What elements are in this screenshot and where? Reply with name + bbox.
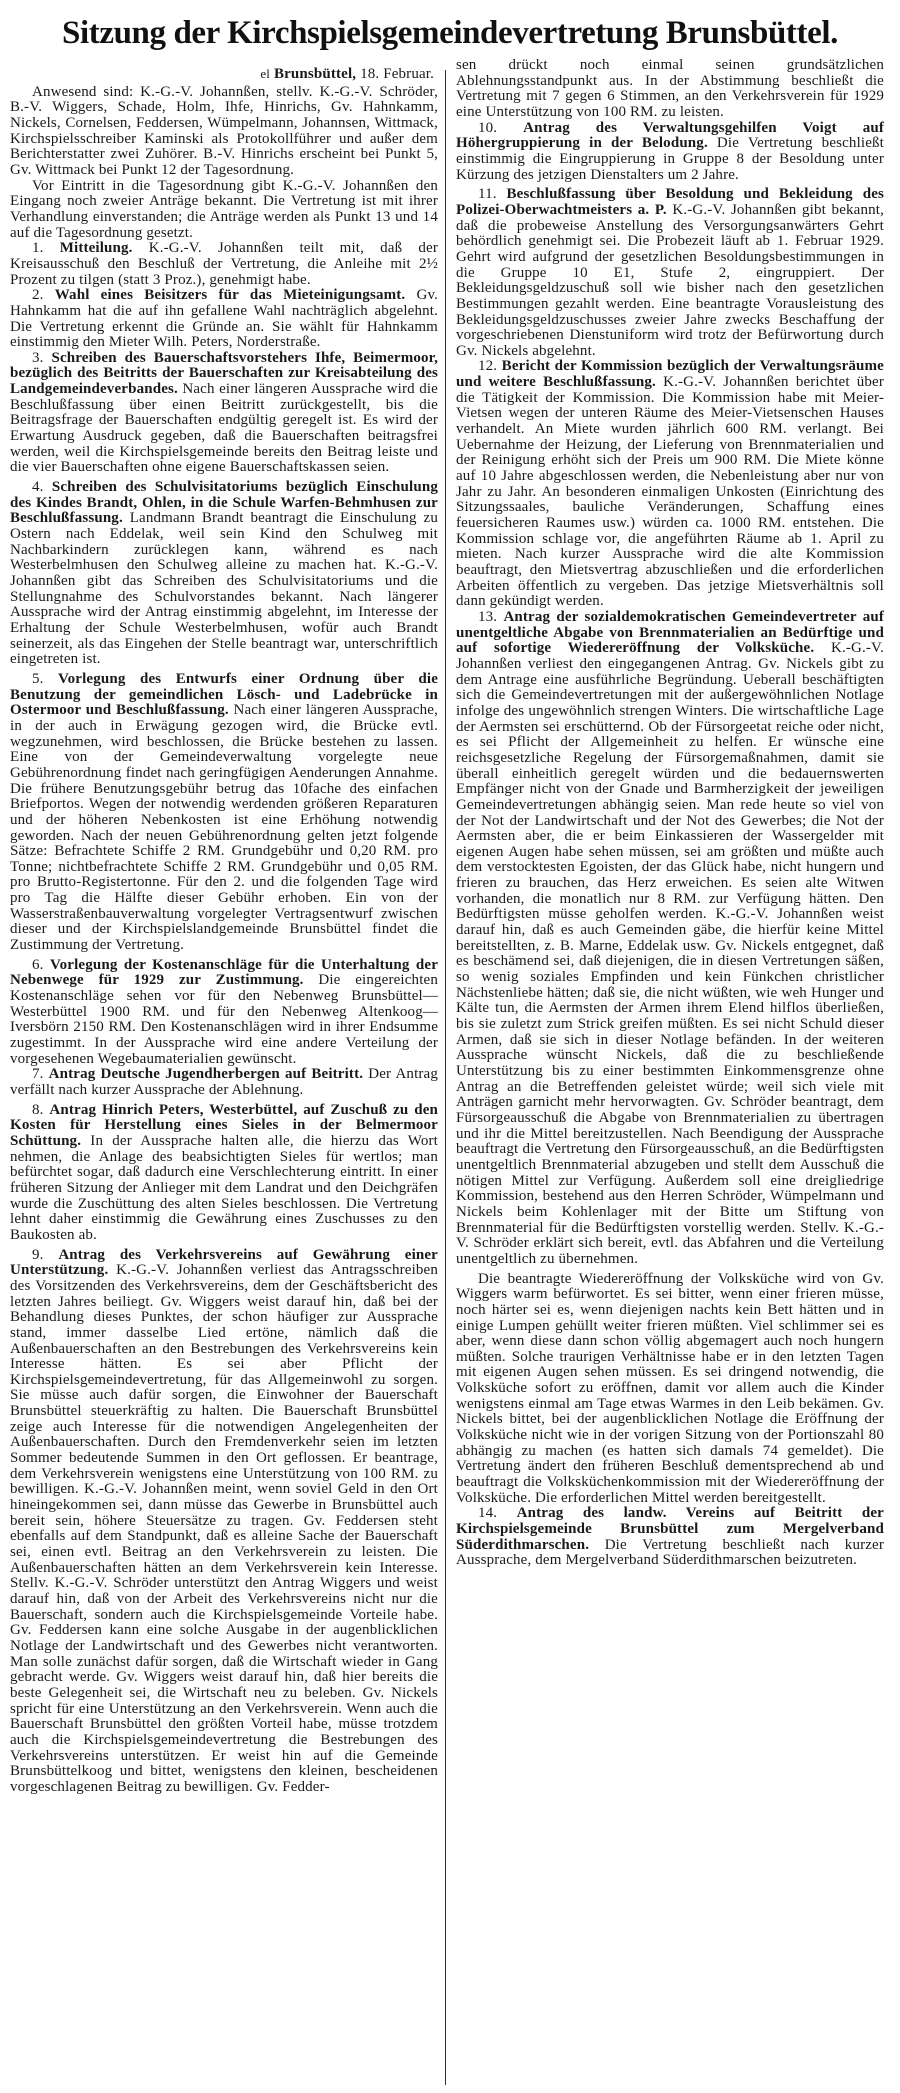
item-number: 6. [32, 956, 44, 973]
item-text: K.-G.-V. Johannßen verliest das Antragsschreiben des Vorsitzenden des Verkehrsvereins, dem der Geschäftsbericht des letzten Jahres beiliegt. Gv. Wiggers weist darauf hin, daß bei der Behandlung dieses Punktes, der schon häufiger zur Aussprache stand, immer dasselbe Lied ertöne, nämlich daß die Außenbauerschaften an den Bestrebungen des Verkehrsvereins kein Interesse hätten. Es sei aber Pflicht der Kirchspielsgemeindevertretung, für das Allgemeinwohl zu sorgen. Sie müsse auch dafür sorgen, die Einwohner der Bauerschaft Brunsbüttel steuerkräftig zu halten. Die Bauerschaft Brunsbüttel zeige auch Interesse für die notwendigen Angelegenheiten der Außenbauerschaften. Durch den Fremdenverkehr seien im letzten Sommer bedeutende Summen in den Ort geflossen. Er beantrage, dem Verkehrsverein wenigstens eine Unterstützung von 100 RM. zu bewilligen. K.-G.-V. Johannßen meint, wenn soviel Geld in den Ort hineingekommen sei, dann müsse das Gewerbe in Brunsbüttel auch bereit sein, höhere Steuersätze zu tragen. Gv. Feddersen steht ebenfalls auf dem Standpunkt, daß es alleine Sache der Bauerschaft sei, einen evtl. Beitrag an den Verkehrsverein zu leisten. Die Außenbauerschaften hätten an dem Verkehrsverein kein Interesse. Stellv. K.-G.-V. Schröder unterstützt den Antrag Wiggers und weist darauf hin, daß von der Arbeit des Verkehrsvereins nicht nur die Bauerschaft, sondern auch die Kirchspielsgemeinde Vorteile habe. Gv. Feddersen kann eine solche Ausgabe in der augenblicklichen Notlage der Landwirtschaft und des Gewerbes nicht verantworten. Man solle zunächst dafür sorgen, daß die Wirtschaft wieder in Gang gebracht werde. Gv. Wiggers weist darauf hin, daß hier bereits die beste Gelegenheit sei, die Wirtschaft neu zu beleben. Gv. Nickels spricht für eine Unterstützung an den Verkehrsverein. Wenn auch die Bauerschaft Brunsbüttel den größten Vorteil habe, müsse trotzdem auch die Kirchspielsgemeindevertretung die Bestrebungen des Verkehrsvereins unterstützen. Er weist hin auf die Gemeinde Brunsbüttelkoog und bittet, wenigstens den kleinen, bescheidenen vorgeschlagenen Beitrag zu bewilligen. Gv. Fedder- [10, 1262, 438, 1795]
item-heading: Antrag des landw. Vereins auf Beitritt der Kirchspielsgemeinde Brunsbüttel zum Mergelverband Süderdithmarschen. [456, 1505, 884, 1553]
item-heading: Antrag des Verwaltungsgehilfen Voigt auf Höhergruppierung in der Belodung. [456, 119, 884, 152]
item-number: 2. [32, 287, 44, 304]
item-number: 4. [32, 479, 44, 496]
item-heading: Vorlegung des Entwurfs einer Ordnung über die Benutzung der gemeindlichen Lösch- und Ladebrücke in Ostermoor und Beschlußfassung. [10, 670, 438, 719]
item-text: K.-G.-V. Johannßen gibt bekannt, daß die probeweise Anstellung des Versorgungsanwärters Gehrt behördlich genehmigt sei. Die Probezeit läuft ab 1. Februar 1929. Gehrt wird aufgrund der gesetzlichen Besoldungsbestimmungen in die Gruppe 10 E1, Stufe 2, eingruppiert. Der Bekleidungsgeldzuschuß soll wie bisher nach den gesetzlichen Bestimmungen gezahlt werden. Eine beantragte Vorausleistung des Bekleidungsgeldzuschusses zweier Jahre zwecks Beschaffung der vorgeschriebenen Dienstuniform wird trotz der Befürwortung durch Gv. Nickels abgelehnt. [456, 201, 884, 359]
agenda-item [10, 1067, 438, 1098]
item-heading: Antrag der sozialdemokratischen Gemeindevertreter auf unentgeltliche Abgabe von Brennmaterialien an Bedürftige und auf sofortige Wiedereröffnung der Volksküche. [456, 608, 884, 657]
item-number: 1. [32, 240, 44, 257]
item-text: Nach einer längeren Aussprache, in der auch in Erwägung gezogen wird, die Brücke evtl. wegzunehmen, wird beschlossen, die Brücke bestehen zu lassen. Eine von der Gemeindeverwaltung vorgelegte neue Gebührenordnung findet nach geringfügigen Aenderungen Annahme. Die frühere Benutzungsgebühr betrug das 10fache des einfachen Briefportos. Wegen der notwendig werdenden größeren Reparaturen und der höheren Nebenkosten ist eine Erhöhung notwendig geworden. Nach der neuen Gebührenordnung gelten jetzt folgende Sätze: Befrachtete Schiffe 2 RM. Grundgebühr und 0,20 RM. pro Tonne; nichtbefrachtete Schiffe 2 RM. Grundgebühr und 0,05 RM. pro Brutto-Registertonne. Für den 2. und die folgenden Tage wird pro Tag die Hälfte dieser Gebühr erhoben. Ein von der Wasserstraßenbauverwaltung vorgelegter Vertragsentwurf zwischen dieser und der Kirchspielslandgemeinde Brunsbüttel findet die Zustimmung der Vertretung. [10, 702, 438, 954]
author-mark: el [260, 66, 271, 81]
item-text: In der Aussprache halten alle, die hierzu das Wort nehmen, die Anlage des beabsichtigten Sieles für wertlos; man befürchtet sogar, daß dadurch eine Verschlechterung eintritt. In einer früheren Sitzung der Anlieger mit dem Landrat und den Deichgräfen wurde die Zuschüttung des alten Sieles beschlossen. Die Vertretung lehnt daher einstimmig die Gewährung eines Zuschusses zu den Baukosten ab. [10, 1132, 438, 1243]
item-text: K.-G.-V. Johannßen berichtet über die Tätigkeit der Kommission. Die Kommission habe mit Meier-Vietsen wegen der unteren Räume des Meier-Vietsenschen Hauses verhandelt. An Miete wurden jährlich 600 RM. verlangt. Bei Uebernahme der Heizung, der Lieferung von Brennmaterialien und der Reinigung erhöht sich der Preis um 900 RM. Die Miete könne auf 10 Jahre abgeschlossen werden, die Nebenleistung aber nur von Jahr zu Jahr. An besonderen einmaligen Unkosten (Einrichtung des Sitzungssaales, bauliche Veränderungen, Schaffung eines feuersicheren Raumes usw.) würden ca. 1000 RM. entstehen. Die Kommission schlage vor, die angeführten Räume ab 1. April zu mieten. Nach kurzer Aussprache wird die alte Kommission beauftragt, den Mietsvertrag abzuschließen und die erforderlichen Arbeiten öffentlich zu vergeben. Das jetzige Mietsverhältnis soll dann gekündigt werden. [456, 374, 885, 610]
item-number: 7. [32, 1066, 44, 1083]
agenda-item [10, 1103, 438, 1244]
column-divider [445, 70, 446, 2085]
item-heading: Bericht der Kommission bezüglich der Verwaltungsräume und weitere Beschlußfassung. [456, 358, 884, 391]
agenda-item [456, 1506, 884, 1569]
item-heading: Antrag Deutsche Jugendherbergen auf Beitritt. [48, 1066, 364, 1083]
agenda-item [10, 958, 438, 1068]
agenda-item [10, 1248, 438, 1796]
item-text: sen drückt noch einmal seinen grundsätzlichen Ablehnungsstandpunkt aus. In der Abstimmung beschließt die Vertretung mit 7 gegen 6 Stimmen, an den Verkehrsverein für 1929 eine Unterstützung von 100 RM. zu leisten. [456, 57, 884, 120]
dateline [10, 66, 434, 83]
item-heading: Antrag des Verkehrsvereins auf Gewährung einer Unterstützung. [10, 1246, 438, 1279]
column-right [456, 58, 884, 1569]
attendance-paragraph: Anwesend sind: K.-G.-V. Johannßen, stellv. K.-G.-V. Schröder, B.-V. Wiggers, Schade, Holm, Ihfe, Hinrichs, Gv. Hahnkamm, Nickels, Cornelsen, Feddersen, Wümpelmann, Johannsen, Wittmack, Kirchspielsschreiber Kaminski als Protokollführer und außer dem Berichterstatter zwei Zuhörer. B.-V. Hinrichs erscheint bei Punkt 5, Gv. Wittmack bei Punkt 12 der Tagesordnung. [10, 83, 438, 178]
agenda-item [10, 288, 438, 351]
item-text: Landmann Brandt beantragt die Einschulung zu Ostern nach Eddelak, weil sein Kind den Schulweg mit Nachbarkindern zurücklegen kann, während es nach Westerbelmhusen den Schulweg alleine zu machen hat. K.-G.-V. Johannßen gibt das Schreiben des Schulvisitatoriums und die Stellungnahme des Schulvorstandes bekannt. Nach längerer Aussprache wird der Antrag einstimmig abgelehnt, im Interesse der Erhaltung der Schule Westerbelmhusen, wofür auch Brandt seinerzeit, als das Eingehen der Stelle beantragt war, unterschriftlich eingetreten ist. [10, 510, 438, 668]
agenda-item [456, 610, 884, 1268]
item-heading: Antrag Hinrich Peters, Westerbüttel, auf Zuschuß zu den Kosten für Herstellung eines Sieles in der Belmermoor Schüttung. [10, 1101, 438, 1149]
agenda-item [456, 1272, 884, 1507]
item-heading: Schreiben des Schulvisitatoriums bezüglich Einschulung des Kindes Brandt, Ohlen, in die Schule Warfen-Behmhusen zur Beschlußfassung. [10, 479, 438, 527]
agenda-item [10, 241, 438, 288]
agenda-item [456, 359, 884, 610]
item-number: 11. [478, 186, 497, 203]
item-heading: Schreiben des Bauerschaftsvorstehers Ihfe, Beimermoor, bezüglich des Beitritts der Bauerschaften zur Kreisabteilung des Landgemeindeverbandes. [10, 349, 438, 398]
item-number: 14. [478, 1505, 498, 1522]
item-text: Die Vertretung beschließt einstimmig die Eingruppierung in Gruppe 8 der Besoldung unter Kürzung des jetzigen Dienstalters um 2 Jahre. [456, 135, 884, 183]
item-text: Die eingereichten Kostenanschläge sehen vor für den Nebenweg Brunsbüttel—Westerbüttel 1900 RM. und für den Nebenweg Altenkoog—Iversbörn 2150 RM. Den Kostenanschlägen wird in ihrer Endsumme zugestimmt. In der Aussprache wird eine andere Verteilung der vorgesehenen Wegebaumaterialien gewünscht. [10, 972, 438, 1067]
item-heading: Vorlegung der Kostenanschläge für die Unterhaltung der Nebenwege für 1929 zur Zustimmung. [10, 956, 438, 989]
agenda-item [456, 121, 884, 184]
item-text: Gv. Hahnkamm hat die auf ihn gefallene Wahl nachträglich abgelehnt. Die Vertretung erkennt die Gründe an. Sie wählt für Hahnkamm einstimmig den Mieter Wilh. Peters, Norderstraße. [10, 287, 439, 351]
item-number: 5. [32, 670, 44, 687]
item-text: Nach einer längeren Aussprache wird die Beschlußfassung über einen Beitritt zurückgestellt, bis die Beitragsfrage der Bauerschaften endgültig geregelt ist. Es wird der Erwartung Ausdruck gegeben, daß die Bauerschaften beitragsfrei werden, weil die Kirchspielsgemeinde bereits den Beitrag leiste und die vier Bauerschaften ohne eigene Bauerschaftskassen seien. [10, 381, 438, 476]
item-number: 8. [32, 1101, 44, 1118]
item-number: 3. [32, 349, 44, 366]
dateline-date: 18. Februar. [360, 66, 434, 82]
agenda-item [456, 58, 884, 121]
item-number: 12. [478, 358, 498, 375]
item-text: Der Antrag verfällt nach kurzer Aussprache der Ablehnung. [10, 1066, 438, 1098]
agenda-item [10, 672, 438, 954]
column-left [10, 66, 438, 1796]
agenda-item [10, 351, 438, 476]
item-heading: Beschlußfassung über Besoldung und Bekleidung des Polizei-Oberwachtmeisters a. P. [456, 186, 884, 218]
item-number: 13. [478, 608, 498, 625]
agenda-item [10, 480, 438, 668]
item-text: Die beantragte Wiedereröffnung der Volksküche wird von Gv. Wiggers warm befürwortet. Es sei bitter, wenn einer frieren müsse, noch härter sei es, wenn diejenigen nachts kein Bett hätten und in einige Lumpen gehüllt weiter frieren müßten. Viel schlimmer sei es aber, wenn diese dann schon völlig abgemagert auch noch hungern müßten. Solche traurigen Verhältnisse habe er in den letzten Tagen mit eigenen Augen sehen müssen. Es sei dringend notwendig, die Volksküche sofort zu eröffnen, damit vor allem auch die Kinder wenigstens einmal am Tage etwas Warmes in den Leib bekämen. Gv. Nickels bittet, bei der augenblicklichen Notlage die Eröffnung der Volksküche nicht wie in der vorigen Sitzung von der Portionszahl 80 abhängig zu machen (es hatten sich damals 74 gemeldet). Die Vertretung ändert den früheren Beschluß dementsprechend ab und beauftragt die Volksküchenkommission mit der Wiedereröffnung der Volksküche. Die erforderlichen Mittel werden bereitgestellt. [456, 1270, 884, 1506]
item-text: K.-G.-V. Johannßen verliest den eingegangenen Antrag. Gv. Nickels gibt zu dem Antrage eine ausführliche Begründung. Ueberall beschäftigten sich die Gemeindevertretungen mit der außergewöhnlichen Notlage infolge des ungewöhnlich strengen Winters. Die wirtschaftliche Lage der Aermsten sei erschütternd. Ob der Fürsorgeetat reiche oder nicht, es sei Pflicht der Allgemeinheit zu helfen. Er wünsche eine reichsgesetzliche Regelung der Fürsorgemaßnahmen, damit sie überall einheitlich geregelt würden und die bedauernswerten Empfänger nicht von der Gnade und Barmherzigkeit der jeweiligen Gemeindevertretungen abhängig seien. Man rede heute so viel von der Not der Landwirtschaft und der Not des Gewerbes; die Not der Aermsten aber, die er beim Einkassieren der Wassergelder mit eigenen Augen habe sehen müssen, sei am größten und müßte auch dem verstocktesten Egoisten, der das Glück habe, nicht hungern und frieren zu brauchen, das Herz erweichen. Es seien alte Witwen vorhanden, die monatlich nur 8 RM. zur Verfügung hätten. Den Bedürftigsten müsse geholfen werden. K.-G.-V. Johannßen weist darauf hin, daß es auch Gemeinden gäbe, die hierfür keine Mittel bereitstellten, z. B. Marne, Eddelak usw. Gv. Nickels entgegnet, daß es beschämend sei, daß diejenigen, die in diesen Vertretungen säßen, so wenig soziales Empfinden und kein Fünkchen christlicher Nächstenliebe hätten; daß sie, die nicht wüßten, wie weh Hunger und Kälte tun, die Aermsten der Armen ihrem Elend hilflos überließen, bis sie zuletzt zum Strick greifen müßten. Es sei nicht Schuld dieser Armen, daß sie sich in dieser Notlage befänden. In der weiteren Aussprache wünscht Nickels, daß die zu beschließende Unterstützung bis zu einer bestimmten Einkommensgrenze ohne Antrag an die Betreffenden geleistet würde; weil sich viele mit Anträgen garnicht mehr hervorwagten. Gv. Schröder beantragt, dem Fürsorgeausschuß die Abgabe von Brennmaterialien zu übertragen und ihr die Mittel bereitzustellen. Nach Beendigung der Aussprache beauftragt die Vertretung den Fürsorgeausschuß, an die Bedürftigsten unentgeltlich Brennmaterial abzugeben und stellt dem Ausschuß die nötigen Mittel zur Verfügung. Außerdem soll eine dreigliedrige Kommission, bestehend aus den Herren Schröder, Wümpelmann und Nickels beim Kohlenlager mit der Bitte um Stiftung von Brennmaterial für die Bedürftigsten vorstellig werden. Stellv. K.-G.-V. Schröder erklärt sich bereit, evtl. das Abfahren und die Verteilung unentgeltlich zu übernehmen. [456, 640, 884, 1267]
item-heading: Mitteilung. [59, 240, 133, 257]
agenda-item [456, 187, 884, 359]
item-number: 10. [478, 119, 498, 136]
agenda-preamble: Vor Eintritt in die Tagesordnung gibt K.-G.-V. Johannßen den Eingang noch zweier Anträge bekannt. Die Vertretung ist mit ihrer Verhandlung einverstanden; die Anträge werden als Punkt 13 und 14 auf die Tagesordnung gesetzt. [10, 177, 438, 241]
dateline-place: Brunsbüttel, [273, 66, 357, 82]
item-heading: Wahl eines Beisitzers für das Mieteinigungsamt. [54, 287, 406, 304]
item-text: Die Vertretung beschließt nach kurzer Aussprache, dem Mergelverband Süderdithmarschen beizutreten. [456, 1536, 884, 1569]
item-text: K.-G.-V. Johannßen teilt mit, daß der Kreisausschuß den Beschluß der Vertretung, die Anleihe mit 2½ Prozent zu tilgen (statt 3 Proz.), genehmigt habe. [10, 240, 438, 288]
item-number: 9. [32, 1246, 44, 1263]
article-headline: Sitzung der Kirchspielsgemeindevertretung Brunsbüttel. [62, 15, 838, 51]
